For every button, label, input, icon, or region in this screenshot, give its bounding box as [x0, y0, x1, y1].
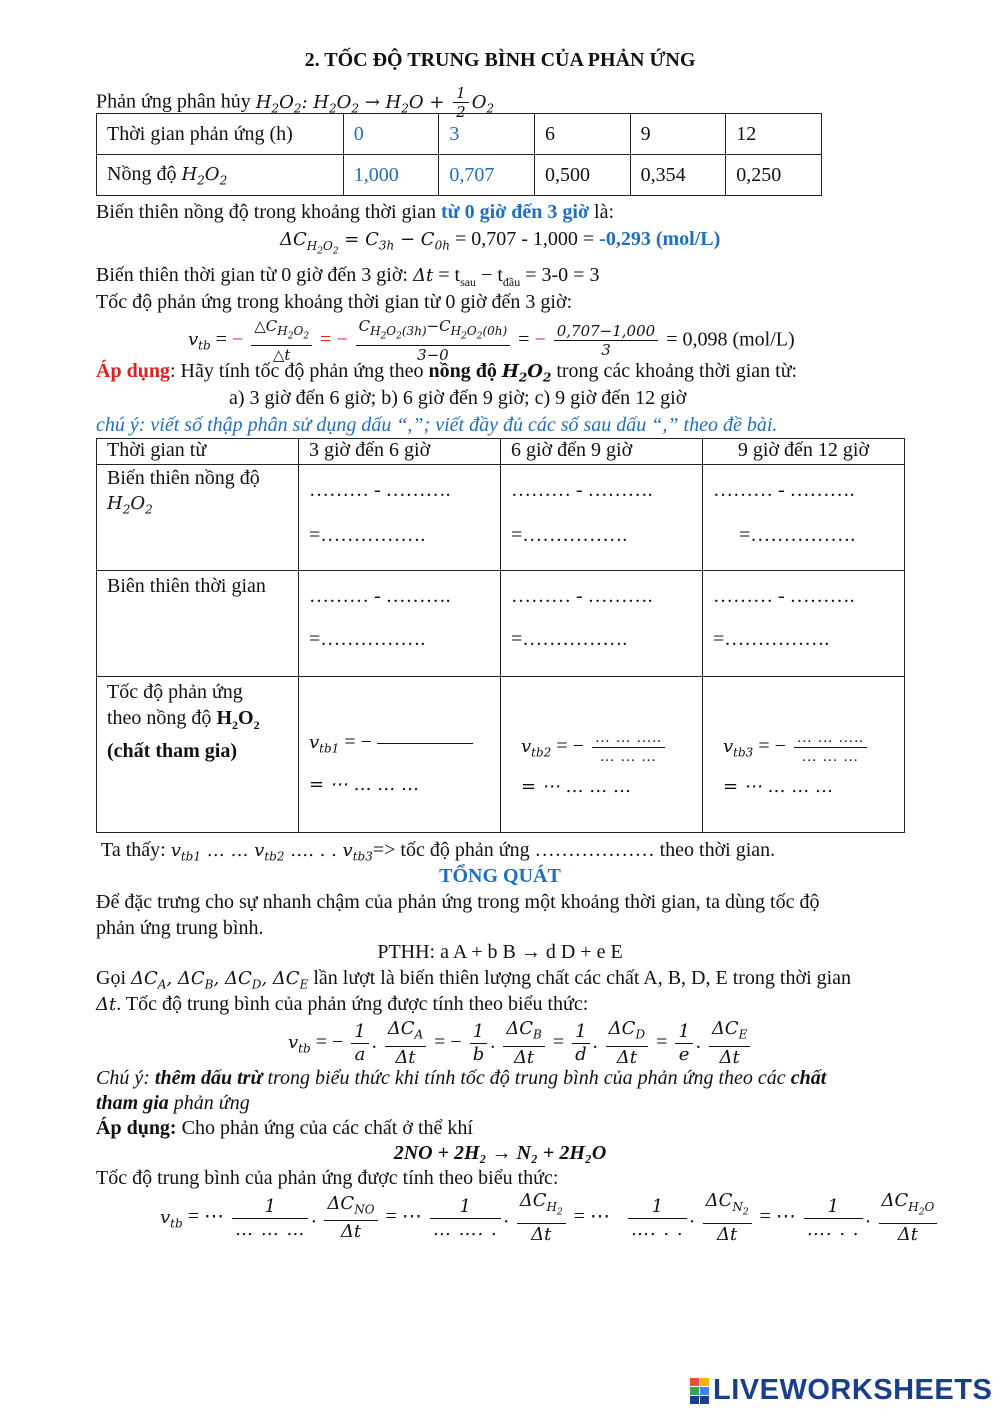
- apply2-formula[interactable]: $v_{tb}$ = ⋯ $\frac{1}{\dots \dots \dots}$ . $\frac{\Delta C_{NO}}{\Delta t}$ = ⋯ $\frac{1}{\dots \dots. .}$ . $\frac{\Delta C_{H_2}}{\Delta t}$ = ⋯ $\frac{1}{\dots. . .}$ . $\frac{\Delta C_{N_2}}{\Delta t}$ = ⋯ $\frac{1}{\dots. . .}$ . $\frac{\Delta C_{H_2O}}{\Delta t}$: [160, 1190, 940, 1248]
- apply1-items: a) 3 giờ đến 6 giờ; b) 6 giờ đến 9 giờ; c) 9 giờ đến 12 giờ: [229, 387, 687, 409]
- conc-cell: 0,707: [439, 155, 535, 196]
- reaction-line: Phản ứng phân hủy $H_2O_2$: $H_2O_2 \to H_2O$ + $\frac{1}{2}$ $O_2$: [96, 84, 495, 121]
- decimal-note: chú ý: viết số thập phân sử dụng dấu “,”; viết đầy đủ các số sau dấu “,” theo đề bài.: [96, 414, 778, 436]
- section-heading: 2. TỐC ĐỘ TRUNG BÌNH CỦA PHẢN ỨNG: [304, 49, 696, 71]
- definition-line-2: Δt. Tốc độ trung bình của phản ứng được tính theo biểu thức:: [96, 993, 589, 1015]
- work-row-label: Biên thiên thời gian: [97, 571, 299, 677]
- rate-intro-line: Tốc độ phản ứng trong khoảng thời gian từ 0 giờ đến 3 giờ:: [96, 291, 573, 313]
- answer-cell[interactable]: ……… - ………. =…………….: [501, 465, 703, 571]
- conc-cell: 0,354: [630, 155, 726, 196]
- time-cell: 3: [439, 114, 535, 155]
- apply2-line: Áp dụng: Cho phản ứng của các chất ở thể khí: [96, 1117, 473, 1139]
- rate-answer-cell[interactable]: $v_{tb1}$ = − = ⋯ … … …: [299, 677, 501, 833]
- answer-cell[interactable]: ……… - ………. =…………….: [299, 465, 501, 571]
- liveworksheets-logo-text: LIVEWORKSHEETS: [713, 1374, 993, 1406]
- delta-c-result: -0,293 (mol/L): [599, 228, 721, 250]
- conc-row-label: Nồng độ $H_2O_2$: [97, 155, 344, 196]
- time-cell: 12: [726, 114, 822, 155]
- reaction-intro: Phản ứng phân hủy: [96, 90, 251, 113]
- time-cell: 0: [343, 114, 439, 155]
- conc-cell: 0,500: [535, 155, 631, 196]
- compare-line: Ta thấy: $v_{tb1}$ … … $v_{tb2}$ …. . . $v_{tb3}=>$ tốc độ phản ứng ……………… theo thời gian.: [101, 839, 776, 864]
- delta-c-intro-line: Biến thiên nồng độ trong khoảng thời gian từ 0 giờ đến 3 giờ là:: [96, 201, 615, 223]
- rate-answer-cell[interactable]: $v_{tb2}$ = − $\frac{\dots \dots \dots..}{\dots \dots \dots}$ = ⋯ … … …: [501, 677, 703, 833]
- definition-line: Gọi $\Delta C_A$, $\Delta C_B$, $\Delta C_D$, $\Delta C_E$ lần lượt là biến thiên lượng chất các chất A, B, D, E trong thời gian: [96, 967, 852, 992]
- apply2-rate-intro: Tốc độ trung bình của phản ứng được tính theo biểu thức:: [96, 1167, 559, 1189]
- general-formula: $v_{tb}$ = − $\frac{1}{a}$ . $\frac{\Delta C_A}{\Delta t}$ = − $\frac{1}{b}$ . $\frac{\Delta C_B}{\Delta t}$ = $\frac{1}{d}$ . $\frac{\Delta C_D}{\Delta t}$ = $\frac{1}{e}$ . $\frac{\Delta C_E}{\Delta t}$: [288, 1018, 753, 1071]
- delta-t-line: Biến thiên thời gian từ 0 giờ đến 3 giờ: $\Delta t = t_{sau} - t_{đầu} = 3-0 = 3$: [96, 264, 600, 289]
- apply1-line: Áp dụng: Hãy tính tốc độ phản ứng theo nồng độ $H_2O_2$ trong các khoảng thời gian từ:: [96, 360, 798, 385]
- delta-c-calc-line: $\Delta C_{H_2O_2} = C_{3h} - C_{0h} = 0,707 - 1,000 = -0,293$ (mol/L): [280, 228, 721, 256]
- apply2-label: Áp dụng:: [96, 1117, 177, 1139]
- rate-answer-cell[interactable]: $v_{tb3}$ = − $\frac{\dots \dots \dots..}{\dots \dots \dots}$ = ⋯ … … …: [703, 677, 905, 833]
- work-table: [96, 438, 905, 833]
- conc-cell: 1,000: [343, 155, 439, 196]
- work-row-label: Tốc độ phản ứng theo nồng độ $H_2O_2$ (chất tham gia): [97, 677, 299, 833]
- liveworksheets-logo: [690, 1374, 992, 1408]
- apply1-label: Áp dụng: [96, 360, 170, 382]
- answer-cell[interactable]: ……… - ………. =…………….: [501, 571, 703, 677]
- delta-c-range: từ 0 giờ đến 3 giờ: [440, 201, 590, 223]
- general-heading: TỔNG QUÁT: [439, 865, 561, 887]
- minus-note-line-2: tham gia phản ứng: [96, 1092, 250, 1114]
- work-head-cell: 6 giờ đến 9 giờ: [501, 439, 703, 465]
- pthh-line: PTHH: a A + b B → d D + e E: [377, 941, 623, 963]
- time-row-label: Thời gian phản ứng (h): [97, 114, 344, 155]
- time-cell: 6: [535, 114, 631, 155]
- answer-cell[interactable]: ……… - ………. =…………….: [299, 571, 501, 677]
- concentration-table: [96, 113, 822, 196]
- conc-cell: 0,250: [726, 155, 822, 196]
- answer-cell[interactable]: ……… - ………. =…………….: [703, 571, 905, 677]
- rate-formula-line: $v_{tb}$ = − $\frac{\triangle C_{H_2O_2}}{\triangle t}$ = − $\frac{C_{H_2O_2(3h)}-C_{H_2O_2(0h)}}{3-0}$ = − $\frac{0,707-1,000}{3}$ = 0,098 (mol/L): [188, 317, 795, 365]
- work-head-cell: Thời gian từ: [97, 439, 299, 465]
- apply2-equation: 2NO + 2H₂ → N₂ + 2H₂O: [393, 1142, 607, 1164]
- liveworksheets-logo-icon: [690, 1378, 710, 1404]
- work-row-label: Biến thiên nồng độ $H_2O_2$: [97, 465, 299, 571]
- general-paragraph-1: Để đặc trưng cho sự nhanh chậm của phản ứng trong một khoảng thời gian, ta dùng tốc độ: [96, 891, 820, 913]
- work-head-cell: 3 giờ đến 6 giờ: [299, 439, 501, 465]
- answer-cell[interactable]: ……… - ………. =…………….: [703, 465, 905, 571]
- work-head-cell: 9 giờ đến 12 giờ: [703, 439, 905, 465]
- general-paragraph-2: phản ứng trung bình.: [96, 917, 264, 939]
- minus-note-line-1: Chú ý: thêm dấu trừ trong biểu thức khi tính tốc độ trung bình của phản ứng theo các chất: [96, 1067, 827, 1089]
- time-cell: 9: [630, 114, 726, 155]
